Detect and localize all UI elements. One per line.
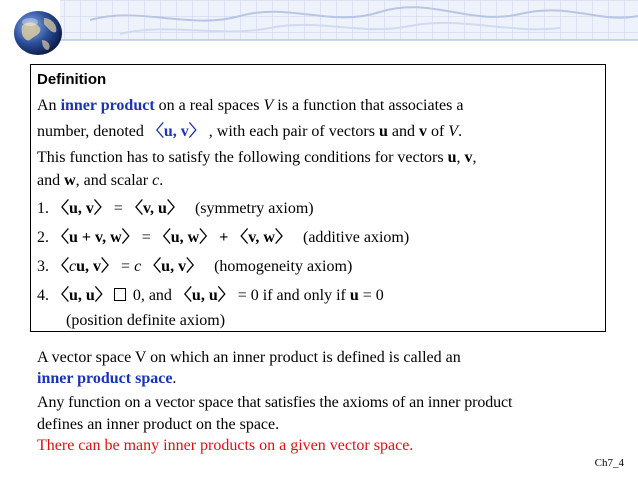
definition-line-1: An inner product on a real spaces V is a function that associates a bbox=[37, 97, 464, 114]
inner-product-notation: 〈u, v〉 bbox=[147, 123, 205, 140]
body-line-1: A vector space V on which an inner product is defined is called an bbox=[37, 349, 461, 366]
definition-title: Definition bbox=[37, 71, 107, 88]
axiom-1: 1. 〈u, v〉 = 〈v, u〉 (symmetry axiom) bbox=[37, 200, 314, 217]
missing-symbol-box bbox=[114, 288, 126, 301]
header-banner bbox=[0, 0, 638, 58]
globe-icon bbox=[8, 6, 68, 58]
term-inner-product: inner product bbox=[60, 97, 155, 114]
definition-line-3: This function has to satisfy the following conditions for vectors u, v, bbox=[37, 149, 477, 166]
body-line-4: defines an inner product on the space. bbox=[37, 416, 280, 433]
definition-line-2: number, denoted 〈u, v〉 , with each pair of vectors u and v of V. bbox=[37, 123, 463, 140]
page-number: Ch7_4 bbox=[594, 457, 624, 469]
axiom-4-note: (position definite axiom) bbox=[66, 312, 226, 329]
term-inner-product-space: inner product space bbox=[37, 370, 173, 387]
axiom-4: 4. 〈u, u〉 0, and 〈u, u〉 = 0 if and only if u = 0 bbox=[37, 287, 384, 304]
body-line-2: inner product space. bbox=[37, 370, 177, 387]
body-line-5: There can be many inner products on a given vector space. bbox=[37, 437, 414, 454]
axiom-3: 3. 〈cu, v〉 = c 〈u, v〉 (homogeneity axiom) bbox=[37, 258, 353, 275]
definition-line-4: and w, and scalar c. bbox=[37, 172, 164, 189]
body-line-3: Any function on a vector space that satisfies the axioms of an inner product bbox=[37, 394, 513, 411]
axiom-2: 2. 〈u + v, w〉 = 〈u, w〉 + 〈v, w〉 (additive axiom) bbox=[37, 229, 410, 246]
